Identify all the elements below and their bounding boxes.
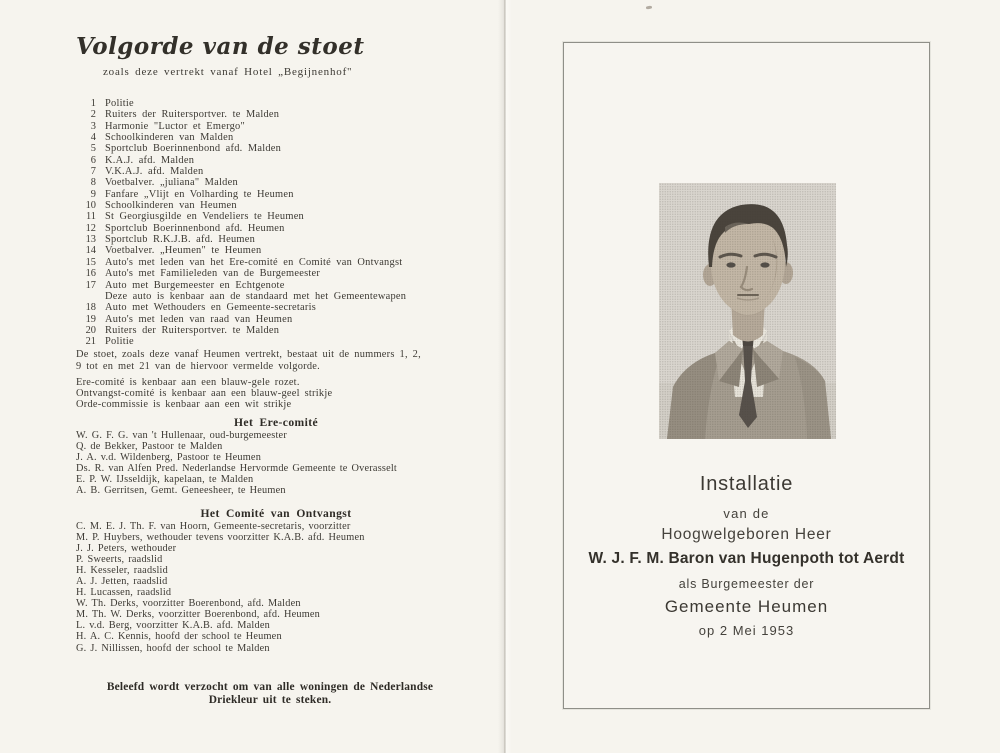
badge-note-line: Orde-commissie is kenbaar aan een wit strikje <box>76 399 292 411</box>
procession-number: 12 <box>85 222 96 234</box>
committee-member: W. G. F. G. van 't Hullenaar, oud-burgemeester <box>76 430 287 441</box>
procession-row <box>76 177 496 188</box>
badge-notes <box>76 377 496 410</box>
procession-text: Auto met Burgemeester en Echtgenote <box>105 279 285 291</box>
committee-member: H. Kesseler, raadslid <box>76 565 168 577</box>
badge-note-line: Ere-comité is kenbaar aan een blauw-gele rozet. <box>76 377 300 388</box>
procession-row <box>76 109 496 120</box>
flag-request-line: Driekleur uit te steken. <box>208 693 332 706</box>
committee-member: H. Lucassen, raadslid <box>76 587 172 599</box>
procession-text: Voetbalver. „Heumen" te Heumen <box>105 245 262 257</box>
procession-text: Voetbalver. „juliana" Malden <box>105 177 238 189</box>
procession-number: 9 <box>90 188 96 200</box>
procession-row <box>76 280 496 291</box>
procession-row <box>76 234 496 245</box>
flag-request-notice <box>70 681 470 706</box>
procession-text: Auto's met leden van het Ere-comité en Comité van Ontvangst <box>105 256 403 268</box>
procession-number: 20 <box>85 324 96 336</box>
committee-member: L. v.d. Berg, voorzitter K.A.B. afd. Malden <box>76 620 270 632</box>
installation-of-the: van de <box>723 506 770 521</box>
committee-member: M. P. Huybers, wethouder tevens voorzitter K.A.B. afd. Heumen <box>76 532 365 544</box>
procession-number: 11 <box>85 211 96 223</box>
procession-text: Sportclub Boerinnenbond afd. Malden <box>105 143 282 155</box>
badge-note-line: Ontvangst-comité is kenbaar aan een blauw-geel strikje <box>76 388 333 400</box>
procession-list <box>76 98 496 348</box>
burgemeester-name: W. J. F. M. Baron van Hugenpoth tot Aerdt <box>588 550 905 567</box>
procession-row <box>76 223 496 234</box>
procession-text: Schoolkinderen van Heumen <box>105 200 237 212</box>
page-title: Volgorde van de stoet <box>76 33 365 60</box>
reception-committee-list <box>76 521 501 654</box>
committee-member: H. A. C. Kennis, hoofd der school te Heumen <box>76 631 282 643</box>
procession-text: Fanfare „Vlijt en Volharding te Heumen <box>105 188 294 200</box>
committee-member: M. Th. W. Derks, voorzitter Boerenbond, afd. Heumen <box>76 609 321 621</box>
procession-number: 18 <box>85 302 96 314</box>
procession-text: Harmonie "Luctor et Emergo" <box>105 120 245 132</box>
committee-member: P. Sweerts, raadslid <box>76 554 163 566</box>
procession-row <box>76 211 496 222</box>
installation-role: als Burgemeester der <box>678 577 815 591</box>
procession-text: Schoolkinderen van Malden <box>105 132 234 144</box>
procession-note <box>76 349 496 372</box>
procession-text: Politie <box>105 98 134 109</box>
procession-text: Deze auto is kenbaar aan de standaard met het Gemeentewapen <box>105 290 407 302</box>
installation-card <box>563 42 930 709</box>
procession-number: 2 <box>90 109 96 121</box>
right-page <box>505 0 1000 753</box>
committee-member: W. Th. Derks, voorzitter Boerenbond, afd. Malden <box>76 598 301 610</box>
committee-member: G. J. Nillissen, hoofd der school te Malden <box>76 642 270 654</box>
burgemeester-portrait-photo <box>659 183 836 439</box>
procession-row <box>76 314 496 325</box>
installation-title: Installatie <box>699 473 794 495</box>
procession-number: 3 <box>90 120 96 132</box>
installation-honorific: Hoogwelgeboren Heer <box>661 526 832 543</box>
procession-number: 21 <box>85 336 96 348</box>
procession-row <box>76 121 496 132</box>
committee-member: J. A. v.d. Wildenberg, Pastoor te Heumen <box>76 452 262 464</box>
procession-row <box>76 155 496 166</box>
procession-row <box>76 257 496 268</box>
committee-member: E. P. W. IJsseldijk, kapelaan, te Malden <box>76 474 254 486</box>
installation-date: op 2 Mei 1953 <box>698 623 795 638</box>
procession-row <box>76 166 496 177</box>
procession-row <box>76 143 496 154</box>
portrait-illustration <box>659 183 836 439</box>
procession-number: 1 <box>90 98 96 109</box>
procession-text: Sportclub R.K.J.B. afd. Heumen <box>105 234 256 246</box>
procession-number: 15 <box>85 256 96 268</box>
committee-member: J. J. Peters, wethouder <box>76 543 177 555</box>
committee-member: Ds. R. van Alfen Pred. Nederlandse Hervormde Gemeente te Overasselt <box>76 463 397 475</box>
procession-row <box>76 302 496 313</box>
procession-text: Ruiters der Ruitersportver. te Malden <box>105 324 280 336</box>
procession-row <box>76 132 496 143</box>
procession-number: 16 <box>85 268 96 280</box>
committee-member: A. B. Gerritsen, Gemt. Geneesheer, te Heumen <box>76 485 286 497</box>
procession-number: 4 <box>90 132 96 144</box>
municipality-name: Gemeente Heumen <box>664 597 829 616</box>
procession-number: 14 <box>85 245 96 257</box>
procession-number: 19 <box>85 313 96 325</box>
procession-row <box>76 98 496 109</box>
committee-member: Q. de Bekker, Pastoor te Malden <box>76 441 223 453</box>
procession-note-line: 9 tot en met 21 van de hiervoor vermelde volgorde. <box>76 360 321 372</box>
procession-text: Auto's met leden van raad van Heumen <box>105 313 293 325</box>
procession-number <box>76 291 96 302</box>
procession-row <box>76 245 496 256</box>
procession-note-line: De stoet, zoals deze vanaf Heumen vertrekt, bestaat uit de nummers 1, 2, <box>76 349 421 360</box>
procession-text: St Georgiusgilde en Vendeliers te Heumen <box>105 211 305 223</box>
procession-row <box>76 268 496 279</box>
procession-text: Sportclub Boerinnenbond afd. Heumen <box>105 222 285 234</box>
procession-number: 10 <box>85 200 96 212</box>
procession-row <box>76 200 496 211</box>
committee-member: A. J. Jetten, raadslid <box>76 576 168 588</box>
procession-text: K.A.J. afd. Malden <box>105 154 195 166</box>
procession-number: 13 <box>85 234 96 246</box>
procession-number: 6 <box>90 154 96 166</box>
procession-text: Auto's met Familieleden van de Burgemeester <box>105 268 321 280</box>
procession-number: 5 <box>90 143 96 155</box>
procession-row <box>76 189 496 200</box>
honorary-committee-list <box>76 430 501 496</box>
procession-number: 17 <box>85 279 96 291</box>
procession-text: Politie <box>105 336 134 348</box>
reception-committee-heading: Het Comité van Ontvangst <box>200 507 352 520</box>
procession-text: Ruiters der Ruitersportver. te Malden <box>105 109 280 121</box>
procession-text: Auto met Wethouders en Gemeente-secretaris <box>105 302 317 314</box>
procession-number: 8 <box>90 177 96 189</box>
committee-member: C. M. E. J. Th. F. van Hoorn, Gemeente-secretaris, voorzitter <box>76 521 351 532</box>
flag-request-line: Beleefd wordt verzocht om van alle woningen de Nederlandse <box>106 681 434 693</box>
procession-row <box>76 325 496 336</box>
procession-text: V.K.A.J. afd. Malden <box>105 166 204 178</box>
honorary-committee-heading: Het Ere-comité <box>233 416 319 429</box>
procession-number: 7 <box>90 166 96 178</box>
procession-row <box>76 291 496 302</box>
procession-row <box>76 336 496 347</box>
page-subtitle: zoals deze vertrekt vanaf Hotel „Begijnenhof" <box>103 66 353 78</box>
